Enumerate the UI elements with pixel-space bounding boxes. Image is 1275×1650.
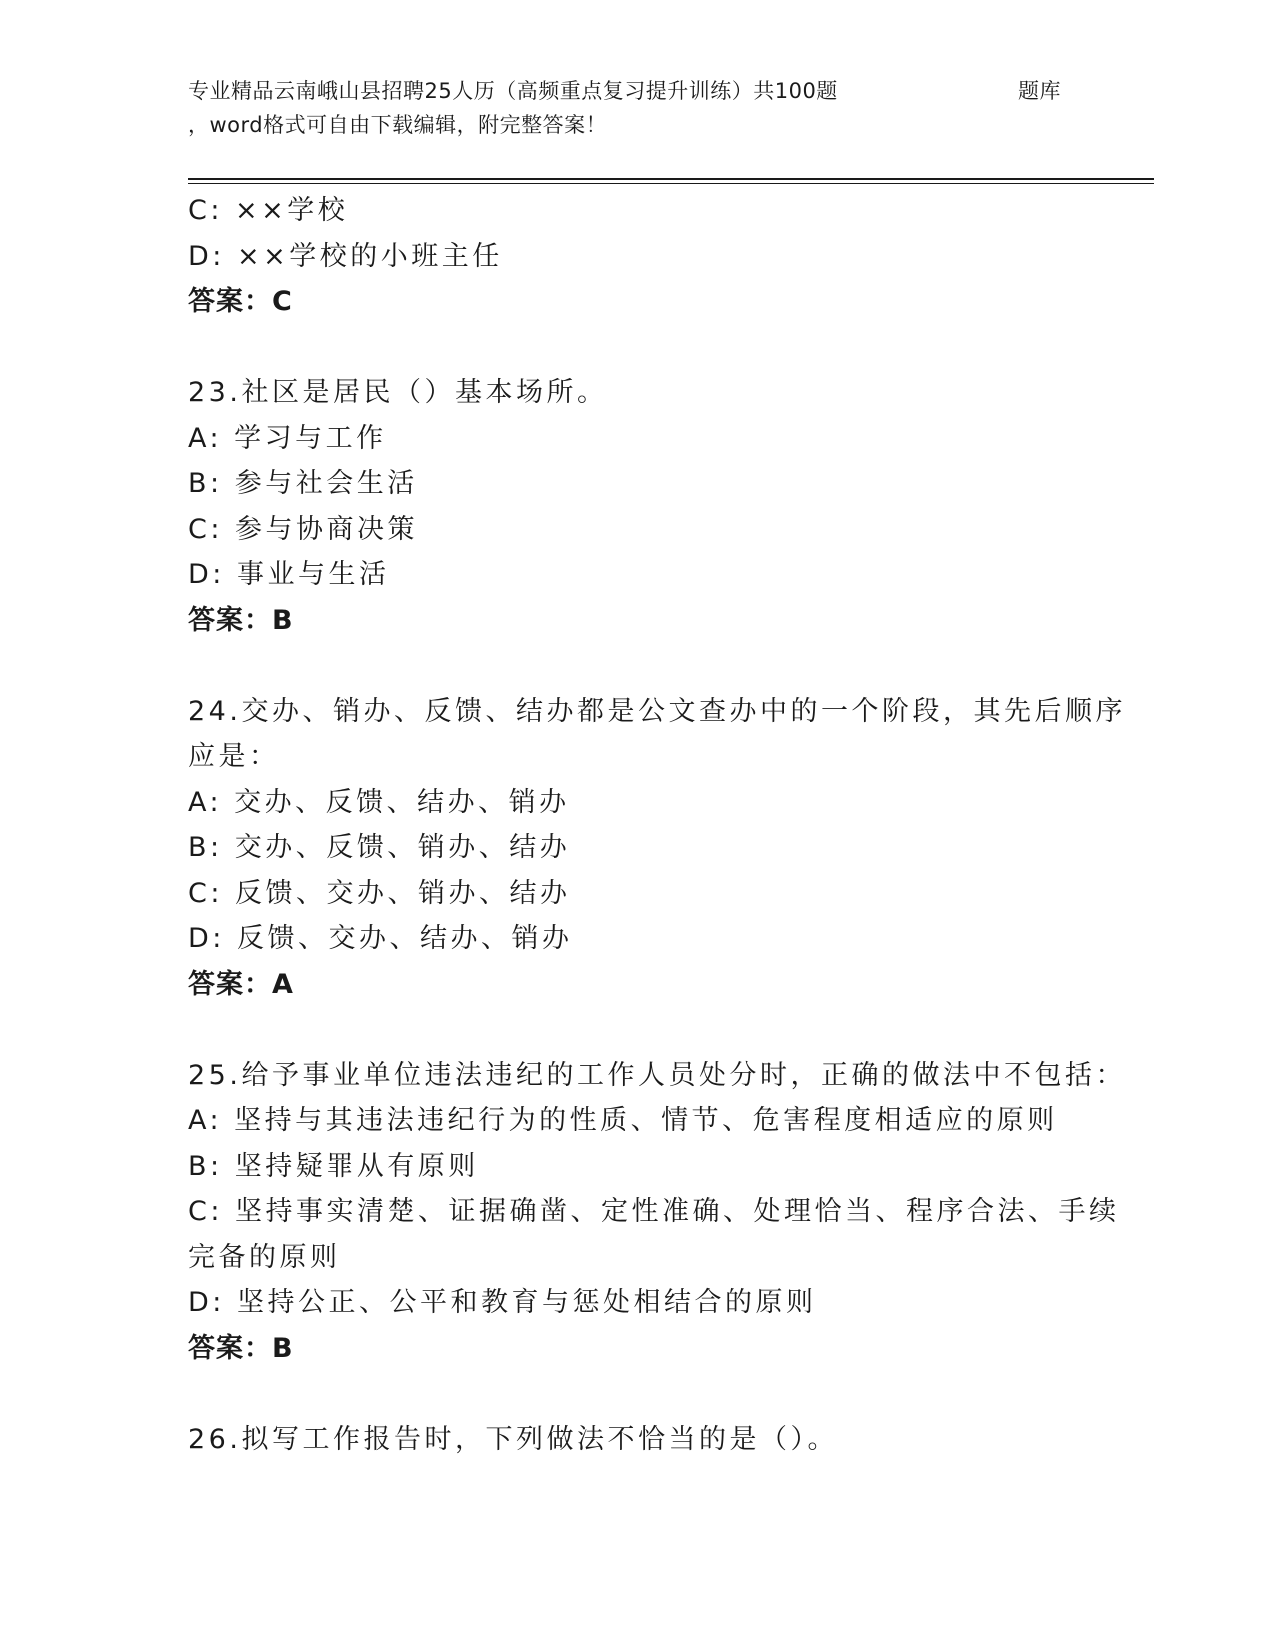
option-d: D: 事业与生活 [188,559,390,590]
header-title-line1: 专业精品云南峨山县招聘25人历（高频重点复习提升训练）共100题 [188,79,838,103]
question-26 [188,1417,1088,1463]
option-b: B: 坚持疑罪从有原则 [188,1150,479,1182]
option-c: C: 反馈、交办、销办、结办 [188,877,571,909]
question-text-line1: 24.交办、销办、反馈、结办都是公文查办中的一个阶段，其先后顺序 [188,695,1126,727]
option-c: C: ××学校 [188,195,349,226]
question-list [188,188,1126,1462]
question-text: 23.社区是居民（）基本场所。 [188,377,608,408]
question-text-line2: 应是： [188,741,280,772]
question-text: 25.给予事业单位违法违纪的工作人员处分时，正确的做法中不包括： [188,1059,1126,1091]
option-b: B: 参与社会生活 [188,468,418,499]
option-c-line2: 完备的原则 [188,1241,341,1273]
question-25 [188,1053,1126,1372]
option-b: B: 交办、反馈、销办、结办 [188,832,571,863]
option-a: A: 交办、反馈、结办、销办 [188,786,570,818]
option-d: D: 坚持公正、公平和教育与惩处相结合的原则 [188,1287,817,1318]
page-header [188,74,1061,142]
answer: 答案：C [188,286,293,317]
option-d: D: 反馈、交办、结办、销办 [188,923,573,954]
answer: 答案：A [188,968,294,1000]
header-divider [188,178,1154,184]
option-d: D: ××学校的小班主任 [188,240,503,272]
question-24 [188,689,1126,1008]
option-a: A: 坚持与其违法违纪行为的性质、情节、危害程度相适应的原则 [188,1105,1058,1136]
question-text: 26.拟写工作报告时，下列做法不恰当的是（）。 [188,1423,838,1455]
header-title-tag: 题库 [1018,79,1061,103]
option-a: A: 学习与工作 [188,422,387,454]
question-22 [188,188,1088,325]
answer: 答案：B [188,1332,294,1364]
question-23 [188,370,1088,643]
answer: 答案：B [188,604,294,636]
option-c: C: 参与协商决策 [188,513,419,545]
option-c-line1: C: 坚持事实清楚、证据确凿、定性准确、处理恰当、程序合法、手续 [188,1196,1120,1227]
header-title-line2: ，word格式可自由下载编辑，附完整答案！ [188,113,608,137]
